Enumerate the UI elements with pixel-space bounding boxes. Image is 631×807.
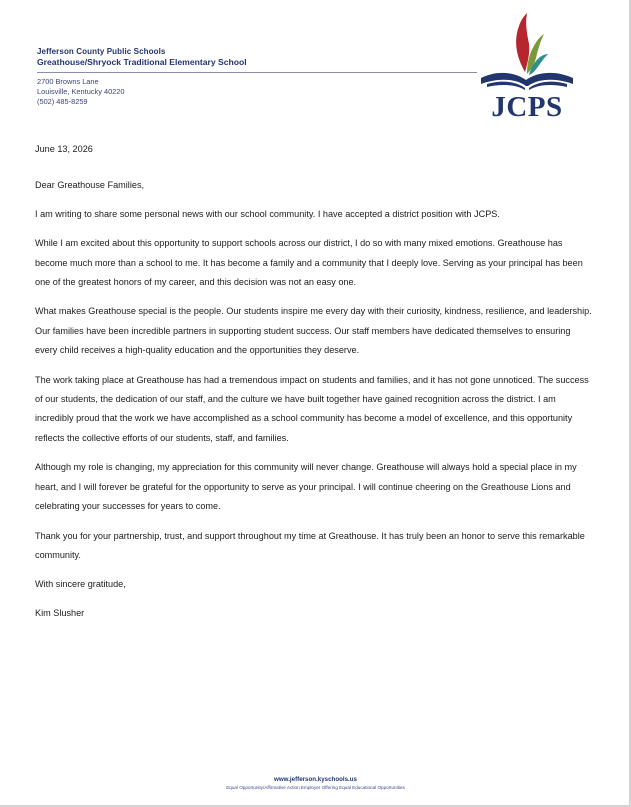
letter-paragraph: Thank you for your partnership, trust, and support throughout my time at Greathouse. It has truly been an honor to serve this remarkable community. (35, 530, 585, 560)
letter-paragraph: I am writing to share some personal news with our school community. I have accepted a district position with JCPS. (35, 208, 500, 219)
letter-date: June 13, 2026 (35, 144, 93, 154)
letterhead (37, 47, 477, 107)
footer-eoe-statement: Equal Opportunity/Affirmative Action Employer Offering Equal Educational Opportunities (226, 785, 405, 790)
letter-paragraph: The work taking place at Greathouse has had a tremendous impact on students and families, and it has not gone unnoticed. The success of our students, the dedication of our staff, and the culture we have built together have gained recognition across the district. I am incredibly proud that the work we have accomplished as a school community has become a model of excellence, and this opportunity reflects the collective efforts of our students, staff, and families. (35, 374, 589, 443)
letterhead-rule (37, 72, 477, 73)
district-name: Jefferson County Public Schools (37, 47, 166, 56)
letter-body (35, 140, 595, 623)
letter-closing: With sincere gratitude, (35, 579, 126, 590)
logo-text: JCPS (491, 91, 563, 122)
page-footer (0, 776, 631, 791)
address-phone: (502) 485-8259 (37, 97, 88, 106)
letter-paragraph: While I am excited about this opportunity to support schools across our district, I do so with many mixed emotions. Greathouse has become much more than a school to me. It has become a family and a community that I deeply love. Serving as your principal has been one of the greatest honors of my career, and this decision was not an easy one. (35, 238, 583, 288)
letter-signature: Kim Slusher (35, 607, 85, 618)
logo-flame-red (516, 13, 529, 72)
school-name: Greathouse/Shryock Traditional Elementary School (37, 57, 247, 67)
letter-paragraph: Although my role is changing, my appreciation for this community will never change. Greathouse will always hold a special place in my heart, and I will forever be grateful for the opportunity to serve as your principal. I will continue cheering on the Greathouse Lions and celebrating your successes for years to come. (35, 462, 577, 512)
letter-salutation: Dear Greathouse Families, (35, 180, 145, 191)
jcps-logo (477, 12, 577, 122)
address-city: Louisville, Kentucky 40220 (37, 87, 125, 96)
address-street: 2700 Browns Lane (37, 77, 99, 86)
footer-website-link[interactable]: www.jefferson.kyschools.us (274, 776, 357, 783)
letter-paragraph: What makes Greathouse special is the people. Our students inspire me every day with their curiosity, kindness, resilience, and leadership. Our families have been incredible partners in supporting student success. Our staff members have dedicated themselves to ensuring every child receives a high-quality education and the opportunities they deserve. (35, 306, 592, 356)
